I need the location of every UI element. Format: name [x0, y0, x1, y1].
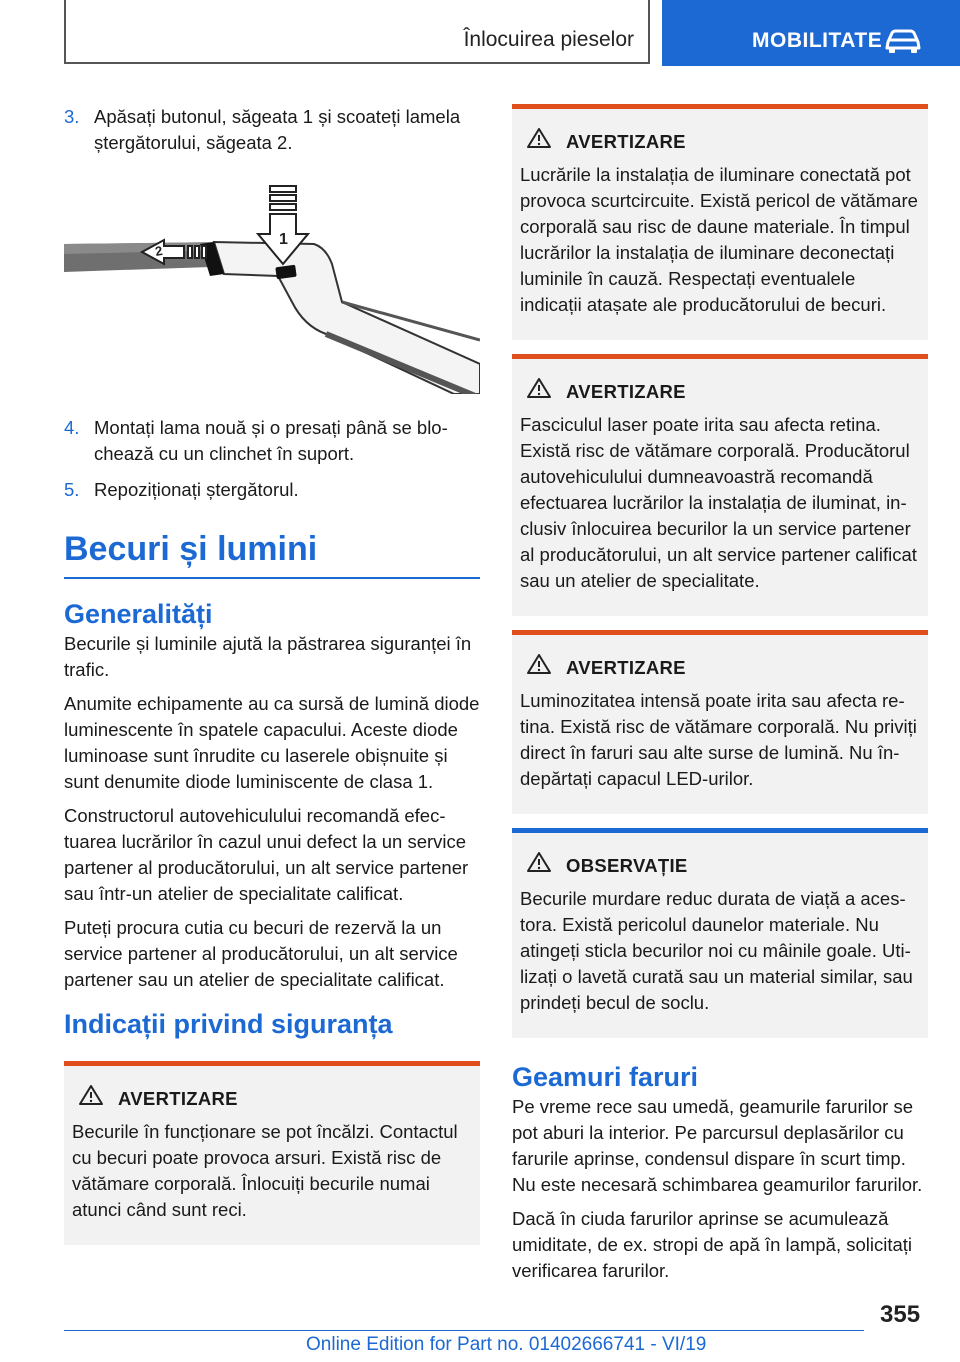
left-column: [64, 104, 480, 1259]
header-section-box: [64, 0, 650, 64]
warning-triangle-icon: [520, 127, 560, 156]
step-5: [64, 477, 480, 503]
warning-text: Luminozitatea intensă poate irita sau afecta retina. Există risc de vătămare corporală. Nu priviți direct în faruri sau alte surse de lumină. Nu îndepărtați capacul LED-urilor.: [520, 690, 917, 789]
step-number: 4.: [64, 417, 80, 438]
car-icon: [884, 28, 922, 54]
footer-edition: Online Edition for Part no. 01402666741 - VI/19: [306, 1334, 707, 1355]
header-chapter-label: MOBILITATE: [752, 29, 883, 52]
warning-box-brightness: [512, 630, 928, 814]
general-paragraph-4: Puteți procura cutia cu becuri de rezervă la un service partener al producătorului, un alt service partener sau un atelier de specialitate calificat.: [64, 917, 458, 990]
warning-box-laser: [512, 354, 928, 616]
warning-title: AVERTIZARE: [566, 656, 686, 678]
note-triangle-icon: [520, 851, 560, 880]
warning-triangle-icon: [520, 653, 560, 682]
warning-triangle-icon: [520, 377, 560, 406]
section-heading-bulbs: Becuri și lumini: [64, 529, 480, 579]
subheading-headlight-glass: Geamuri faruri: [512, 1062, 699, 1092]
warning-title: AVERTIZARE: [566, 380, 686, 402]
wiper-blade-illustration: [64, 184, 480, 394]
right-column: [512, 104, 928, 1292]
warning-text: Becurile în funcționare se pot încălzi. Contactul cu becuri poate provoca arsuri. Există risc de vătămare corporală. Înlocuiți becurile numai atunci când sunt reci.: [72, 1121, 458, 1220]
header-section-title: Înlocuirea pieselor: [463, 28, 634, 51]
step-4: [64, 415, 480, 467]
page-number: 355: [880, 1301, 921, 1328]
subheading-general: Generalități: [64, 599, 213, 629]
step-3: [64, 104, 480, 156]
warning-box-heat: [64, 1061, 480, 1245]
glass-paragraph-1: Pe vreme rece sau umedă, geamurile farurilor se pot aburi la interior. Pe parcursul deplasărilor cu farurile aprinse, condensul dispare în scurt timp. Nu este necesară schimbarea geamurilor farurilor.: [512, 1096, 923, 1195]
general-paragraph-3: Constructorul autovehiculului recomandă efectuarea lucrărilor în cazul unui defect la un service partener al producătorului, un alt service partener sau într-un atelier de specialitate calificat.: [64, 805, 469, 904]
step-number: 3.: [64, 106, 80, 127]
step-text: Repoziționați ștergătorul.: [94, 479, 299, 500]
glass-paragraph-2: Dacă în ciuda farurilor aprinse se acumulează umiditate, de ex. stropi de apă în lampă, solicitați verificarea farurilor.: [512, 1208, 913, 1281]
step-number: 5.: [64, 479, 80, 500]
warning-title: AVERTIZARE: [566, 130, 686, 152]
step-text: Apăsați butonul, săgeata 1 și scoateți lamela ștergătorului, săgeata 2.: [94, 106, 461, 153]
general-paragraph-1: Becurile și luminile ajută la păstrarea siguranței în trafic.: [64, 633, 472, 680]
note-box-dirty-bulbs: [512, 828, 928, 1038]
subheading-safety: Indicații privind siguranța: [64, 1009, 393, 1039]
step-text: Montați lama nouă și o presați până se blochează cu un clinchet în suport.: [94, 417, 448, 464]
warning-triangle-icon: [72, 1084, 112, 1113]
note-text: Becurile murdare reduc durata de viață a acestora. Există pericolul daunelor materiale. Nu atingeți sticla becurilor noi cu mâinile goale. Utilizați o lavetă curată sau un material similar, sau prindeți becul de soclu.: [520, 888, 913, 1013]
warning-title: AVERTIZARE: [118, 1087, 238, 1109]
warning-text: Lucrările la instalația de iluminare conectată pot provoca scurtcircuite. Există pericol de vătămare corporală sau risc de daune materiale. În timpul lucrărilor la instalația de iluminare deconectați luminile în cauză. Respectați eventualele indicații atașate ale producătorului de becuri.: [520, 164, 918, 315]
footer-divider: [64, 1330, 864, 1331]
general-paragraph-2: Anumite echipamente au ca sursă de lumină diode luminescente în spatele capacului. Aceste diode luminoase sunt înrudite cu laserele obișnuite și sunt denumite diode luminiscente de clasa 1.: [64, 693, 480, 792]
arrow-1-label: 1: [279, 231, 288, 248]
arrow-2-label: 2: [153, 242, 164, 259]
warning-text: Fasciculul laser poate irita sau afecta retina. Există risc de vătămare corporală. Producătorul autovehiculului dumneavoastră recomandă efectuarea lucrărilor la instalația de iluminat, inclusiv înlocuirea becurilor la un service partener al producătorului, un alt service partener calificat sau un atelier de specialitate.: [520, 414, 917, 591]
header-chapter-tab: [662, 0, 960, 66]
warning-box-short-circuit: [512, 104, 928, 340]
note-title: OBSERVAȚIE: [566, 854, 688, 876]
